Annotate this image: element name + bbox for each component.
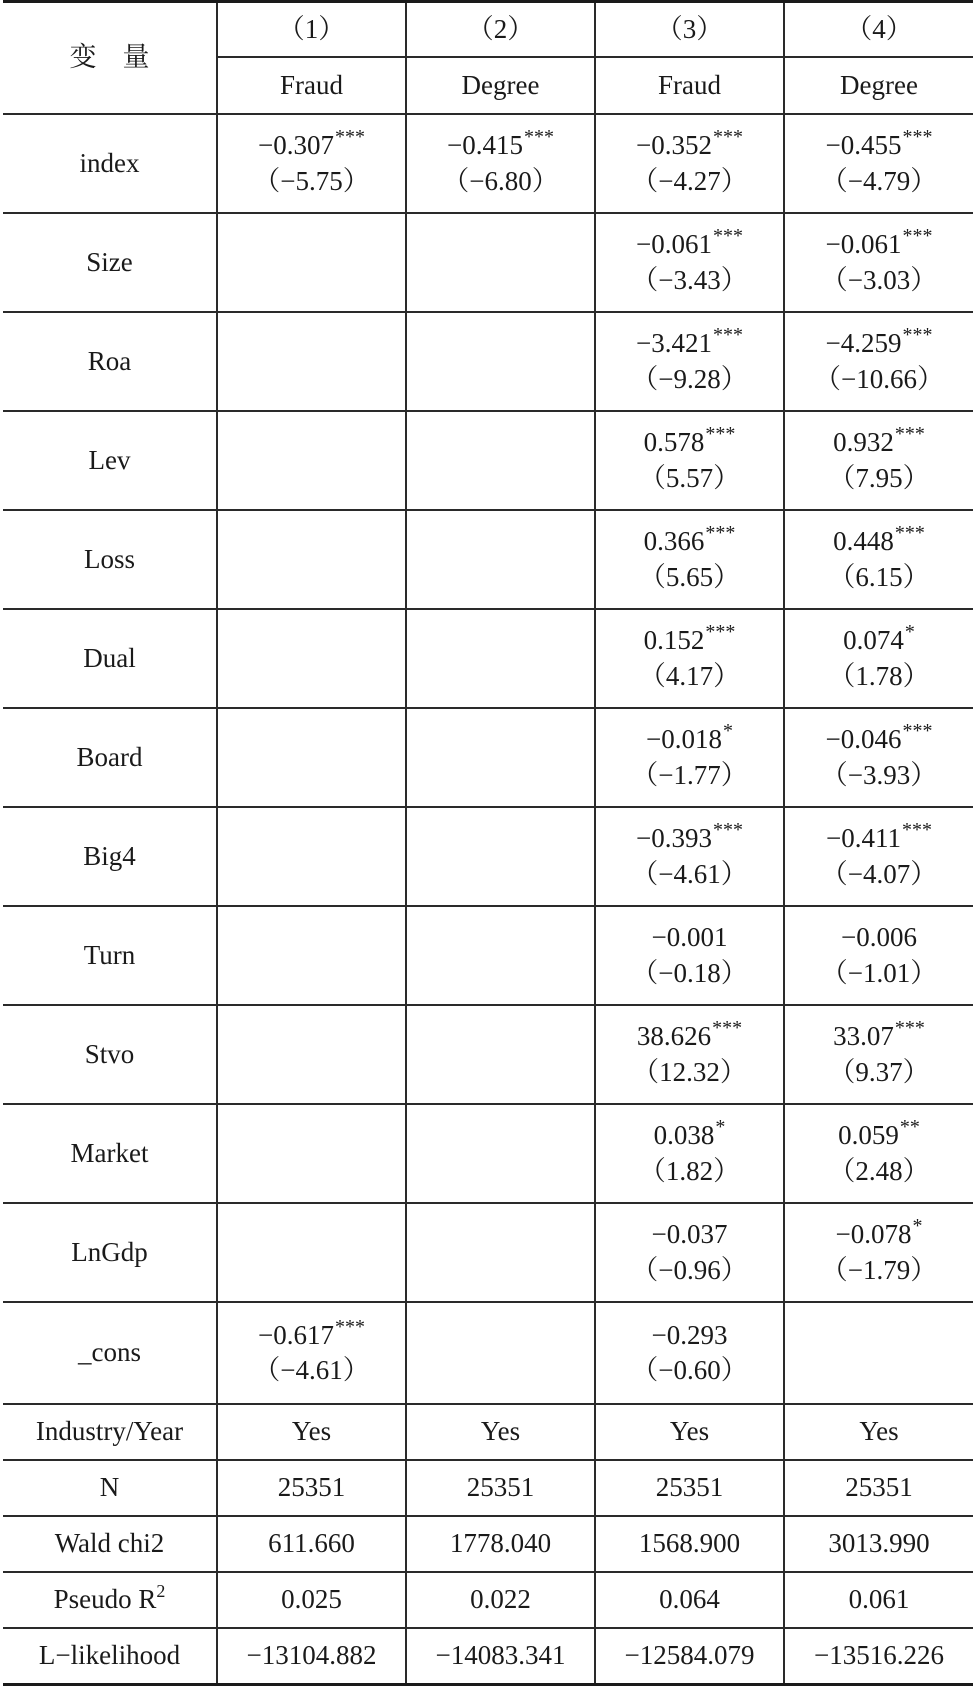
variable-name: Market [3, 1104, 217, 1203]
coefficient-line [596, 128, 783, 163]
coefficient-line [785, 227, 973, 262]
significance-stars: * [904, 621, 915, 644]
significance-stars: *** [705, 522, 736, 545]
table-row [3, 1104, 973, 1203]
coefficient-cell [217, 510, 406, 609]
column-number: （4） [784, 2, 973, 58]
coefficient-cell [784, 213, 973, 312]
significance-stars: *** [712, 126, 743, 149]
significance-stars: *** [334, 126, 365, 149]
table-header [3, 2, 973, 115]
coefficient-cell [784, 609, 973, 708]
significance-stars: *** [902, 324, 933, 347]
variable-name: _cons [3, 1302, 217, 1404]
stat-value: −12584.079 [595, 1628, 784, 1685]
coefficient-value: 38.626 [636, 1021, 712, 1052]
coefficient-value: 0.074 [843, 625, 904, 656]
table-row [3, 312, 973, 411]
coefficient-cell [784, 510, 973, 609]
dependent-variable: Fraud [595, 57, 784, 114]
dependent-variable: Degree [406, 57, 595, 114]
coefficient-value: −0.455 [825, 130, 902, 161]
variable-name: Board [3, 708, 217, 807]
regression-table [3, 0, 973, 1686]
coefficient-cell [784, 1104, 973, 1203]
coefficient-line [218, 128, 405, 163]
stat-value: −13104.882 [217, 1628, 406, 1685]
coefficient-cell [595, 312, 784, 411]
coefficient-cell [784, 411, 973, 510]
coefficient-value: 0.152 [643, 625, 705, 656]
coefficient-value: −0.307 [258, 130, 334, 161]
coefficient-cell [406, 213, 595, 312]
coefficient-value: 0.038 [653, 1120, 715, 1151]
coefficient-cell [406, 510, 595, 609]
table-row [3, 1005, 973, 1104]
t-statistic: （−5.75） [253, 165, 370, 196]
coefficient-line [785, 722, 973, 757]
t-statistic: （5.65） [638, 561, 741, 592]
table-body [3, 114, 973, 1685]
coefficient-cell [406, 1203, 595, 1302]
significance-stars: *** [712, 324, 743, 347]
significance-stars: *** [523, 126, 554, 149]
coefficient-cell [406, 906, 595, 1005]
coefficient-line [785, 128, 973, 163]
coefficient-value: −0.352 [636, 130, 712, 161]
significance-stars: *** [705, 621, 736, 644]
coefficient-line [785, 1019, 973, 1054]
coefficient-line [596, 524, 783, 559]
t-statistic: （−4.61） [631, 858, 748, 889]
column-number: （2） [406, 2, 595, 58]
stat-row [3, 1460, 973, 1516]
stat-label [3, 1404, 217, 1460]
coefficient-line [596, 623, 783, 658]
stat-value: 611.660 [217, 1516, 406, 1572]
coefficient-cell [784, 1203, 973, 1302]
stat-value: 25351 [406, 1460, 595, 1516]
significance-stars: *** [712, 1017, 743, 1040]
column-number: （3） [595, 2, 784, 58]
coefficient-value: −0.078 [835, 1219, 912, 1250]
t-statistic: （−1.77） [631, 759, 748, 790]
stat-row [3, 1404, 973, 1460]
t-statistic: （1.78） [828, 660, 930, 691]
coefficient-cell [406, 1302, 595, 1404]
coefficient-cell [595, 411, 784, 510]
coefficient-cell [595, 906, 784, 1005]
coefficient-value: −0.046 [825, 724, 902, 755]
coefficient-cell [595, 510, 784, 609]
coefficient-line [785, 920, 973, 955]
stat-label [3, 1460, 217, 1516]
coefficient-line [407, 128, 594, 163]
significance-stars: * [715, 1116, 726, 1139]
coefficient-line [596, 1118, 783, 1153]
coefficient-value: −0.037 [651, 1219, 728, 1250]
coefficient-cell [784, 807, 973, 906]
variable-name: Big4 [3, 807, 217, 906]
coefficient-cell [406, 1104, 595, 1203]
stat-value: Yes [595, 1404, 784, 1460]
coefficient-line [785, 326, 973, 361]
variable-name: Lev [3, 411, 217, 510]
t-statistic: （−3.93） [820, 759, 938, 790]
coefficient-cell [217, 1005, 406, 1104]
variable-name: Turn [3, 906, 217, 1005]
coefficient-value: −0.415 [447, 130, 523, 161]
stat-label-text: Pseudo R [53, 1584, 157, 1615]
significance-stars: *** [712, 819, 743, 842]
variable-name: Stvo [3, 1005, 217, 1104]
coefficient-line [785, 623, 973, 658]
table-row [3, 807, 973, 906]
coefficient-value: 0.932 [833, 427, 894, 458]
table-row [3, 708, 973, 807]
variable-name: Loss [3, 510, 217, 609]
coefficient-cell [217, 609, 406, 708]
stat-value: 25351 [784, 1460, 973, 1516]
coefficient-cell [784, 1005, 973, 1104]
coefficient-cell [595, 708, 784, 807]
coefficient-line [596, 1318, 783, 1353]
variable-name: index [3, 114, 217, 213]
coefficient-cell [595, 1005, 784, 1104]
coefficient-line [596, 1019, 783, 1054]
coefficient-value: 0.366 [643, 526, 705, 557]
variable-name: Roa [3, 312, 217, 411]
variable-name: Dual [3, 609, 217, 708]
t-statistic: （−0.18） [631, 957, 748, 988]
stat-label-superscript: 2 [156, 1581, 166, 1602]
coefficient-line [596, 227, 783, 262]
stat-value: 0.025 [217, 1572, 406, 1628]
coefficient-value: −0.001 [651, 922, 728, 953]
coefficient-value: 0.059 [838, 1120, 899, 1151]
coefficient-cell [784, 1302, 973, 1404]
coefficient-value: 0.578 [643, 427, 705, 458]
stat-row [3, 1628, 973, 1685]
table-row [3, 609, 973, 708]
t-statistic: （−1.01） [820, 957, 938, 988]
coefficient-cell [217, 213, 406, 312]
stat-value: −14083.341 [406, 1628, 595, 1685]
t-statistic: （−0.60） [631, 1355, 748, 1385]
dependent-variable: Fraud [217, 57, 406, 114]
t-statistic: （−6.80） [442, 165, 559, 196]
stat-label-text: L−likelihood [38, 1640, 181, 1671]
stat-row [3, 1516, 973, 1572]
significance-stars: *** [902, 720, 933, 743]
coefficient-value: 0.448 [833, 526, 894, 557]
coefficient-value: −0.061 [825, 229, 902, 260]
stat-value: −13516.226 [784, 1628, 973, 1685]
coefficient-cell [217, 807, 406, 906]
t-statistic: （9.37） [828, 1056, 930, 1087]
significance-stars: *** [334, 1315, 365, 1338]
t-statistic: （−4.07） [820, 858, 938, 889]
coefficient-cell [217, 411, 406, 510]
stat-label [3, 1572, 217, 1628]
coefficient-value: 33.07 [833, 1021, 894, 1052]
coefficient-value: −0.293 [651, 1319, 728, 1350]
coefficient-value: −0.061 [636, 229, 712, 260]
coefficient-value: −0.617 [258, 1319, 334, 1350]
significance-stars: *** [705, 423, 736, 446]
coefficient-cell [595, 609, 784, 708]
coefficient-cell [595, 1302, 784, 1404]
coefficient-line [218, 1315, 405, 1353]
coefficient-cell [217, 1203, 406, 1302]
coefficient-cell [217, 708, 406, 807]
t-statistic: （2.48） [828, 1155, 930, 1186]
stat-value: 0.064 [595, 1572, 784, 1628]
coefficient-cell [217, 114, 406, 213]
stat-row [3, 1572, 973, 1628]
coefficient-line [596, 821, 783, 856]
coefficient-cell [217, 906, 406, 1005]
t-statistic: （−1.79） [820, 1254, 938, 1285]
coefficient-line [785, 1217, 973, 1252]
significance-stars: *** [894, 423, 925, 446]
stat-label [3, 1628, 217, 1685]
coefficient-cell [217, 1104, 406, 1203]
coefficient-cell [406, 609, 595, 708]
variable-name: Size [3, 213, 217, 312]
stat-value: Yes [784, 1404, 973, 1460]
table-row [3, 906, 973, 1005]
coefficient-cell [784, 906, 973, 1005]
coefficient-cell [406, 1005, 595, 1104]
t-statistic: （−4.61） [253, 1355, 370, 1385]
coefficient-cell [406, 411, 595, 510]
stat-label-text: N [99, 1472, 120, 1503]
stat-value: 25351 [595, 1460, 784, 1516]
column-number-row [3, 2, 973, 58]
coefficient-cell [784, 708, 973, 807]
variable-header: 变量 [3, 2, 217, 115]
stat-value: 1568.900 [595, 1516, 784, 1572]
coefficient-value: −3.421 [636, 328, 712, 359]
coefficient-line [596, 425, 783, 460]
table-row [3, 1203, 973, 1302]
coefficient-cell [217, 1302, 406, 1404]
t-statistic: （6.15） [828, 561, 930, 592]
stat-label [3, 1516, 217, 1572]
significance-stars: *** [902, 126, 933, 149]
significance-stars: *** [894, 1017, 925, 1040]
coefficient-line [596, 1217, 783, 1252]
stat-value: Yes [406, 1404, 595, 1460]
coefficient-cell [406, 114, 595, 213]
stat-value: 25351 [217, 1460, 406, 1516]
stat-value: Yes [217, 1404, 406, 1460]
coefficient-cell [406, 312, 595, 411]
table-row [3, 114, 973, 213]
t-statistic: （7.95） [828, 462, 930, 493]
t-statistic: （−3.03） [820, 264, 938, 295]
table-row [3, 411, 973, 510]
coefficient-line [785, 1118, 973, 1153]
t-statistic: （−10.66） [814, 363, 944, 394]
table-row [3, 1302, 973, 1404]
coefficient-cell [595, 213, 784, 312]
coefficient-cell [595, 1203, 784, 1302]
t-statistic: （−4.27） [631, 165, 748, 196]
table-row [3, 213, 973, 312]
coefficient-value: −0.411 [826, 823, 901, 854]
coefficient-cell [784, 312, 973, 411]
variable-name: LnGdp [3, 1203, 217, 1302]
stat-label-text: Industry/Year [35, 1416, 184, 1447]
t-statistic: （4.17） [638, 660, 741, 691]
coefficient-cell [595, 114, 784, 213]
coefficient-line [596, 326, 783, 361]
coefficient-value: −0.018 [646, 724, 722, 755]
significance-stars: *** [712, 225, 743, 248]
coefficient-line [785, 524, 973, 559]
coefficient-line [785, 821, 973, 856]
stat-value: 1778.040 [406, 1516, 595, 1572]
table-row [3, 510, 973, 609]
t-statistic: （−4.79） [820, 165, 938, 196]
stat-label-text: Wald chi2 [54, 1528, 165, 1559]
column-number: （1） [217, 2, 406, 58]
stat-value: 3013.990 [784, 1516, 973, 1572]
coefficient-line [785, 425, 973, 460]
coefficient-line [596, 722, 783, 757]
t-statistic: （5.57） [638, 462, 741, 493]
t-statistic: （−0.96） [631, 1254, 748, 1285]
significance-stars: * [912, 1215, 923, 1238]
significance-stars: ** [899, 1116, 920, 1139]
significance-stars: * [722, 720, 733, 743]
coefficient-cell [595, 1104, 784, 1203]
t-statistic: （−3.43） [631, 264, 748, 295]
stat-value: 0.061 [784, 1572, 973, 1628]
coefficient-cell [406, 807, 595, 906]
t-statistic: （12.32） [632, 1056, 747, 1087]
coefficient-cell [217, 312, 406, 411]
coefficient-cell [784, 114, 973, 213]
stat-value: 0.022 [406, 1572, 595, 1628]
dependent-variable: Degree [784, 57, 973, 114]
significance-stars: *** [901, 819, 932, 842]
coefficient-value: −4.259 [825, 328, 902, 359]
coefficient-line [596, 920, 783, 955]
t-statistic: （−9.28） [631, 363, 748, 394]
t-statistic: （1.82） [638, 1155, 741, 1186]
coefficient-value: −0.006 [841, 922, 917, 953]
coefficient-cell [595, 807, 784, 906]
significance-stars: *** [902, 225, 933, 248]
coefficient-cell [406, 708, 595, 807]
significance-stars: *** [894, 522, 925, 545]
coefficient-value: −0.393 [636, 823, 712, 854]
